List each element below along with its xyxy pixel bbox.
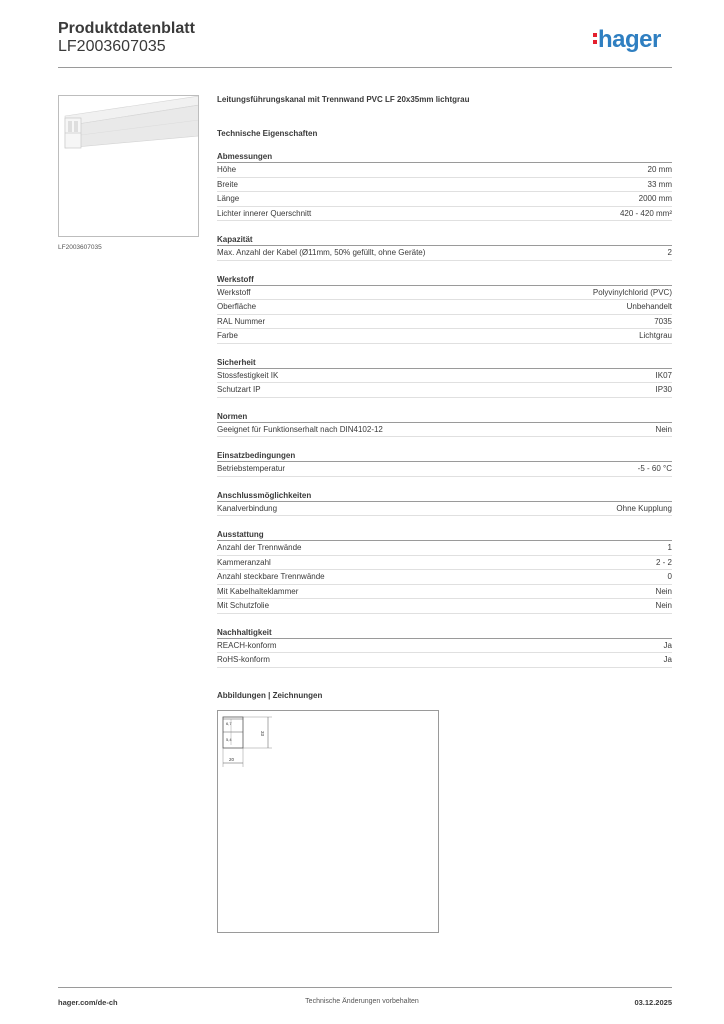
spec-label: Länge bbox=[217, 194, 240, 203]
spec-row bbox=[217, 163, 672, 178]
dim-inner-top-label: 6,7 bbox=[226, 721, 232, 726]
spec-value: 1 bbox=[667, 543, 672, 552]
footer-note: Technische Änderungen vorbehalten bbox=[305, 998, 419, 1005]
spec-label: Breite bbox=[217, 179, 238, 189]
spec-row bbox=[217, 207, 672, 222]
spec-label: REACH-konform bbox=[217, 640, 277, 650]
spec-value: 2 bbox=[667, 248, 672, 257]
spec-label: Max. Anzahl der Kabel (Ø11mm, 50% gefüllt, ohne Geräte) bbox=[217, 248, 426, 257]
cross-section-drawing bbox=[218, 711, 440, 934]
logo-text: hager bbox=[598, 26, 661, 53]
section-title: Einsatzbedingungen bbox=[217, 450, 672, 462]
main-content bbox=[217, 95, 672, 668]
spec-row bbox=[217, 423, 672, 438]
spec-value: Nein bbox=[655, 601, 672, 610]
footer-divider bbox=[58, 987, 672, 988]
section-nachhaltigkeit bbox=[217, 627, 672, 668]
section-title: Werkstoff bbox=[217, 274, 672, 286]
dim-width-label: 20 bbox=[229, 757, 235, 762]
spec-label: Höhe bbox=[217, 165, 237, 174]
figures-heading: Abbildungen | Zeichnungen bbox=[217, 691, 323, 700]
spec-label: Anzahl der Trennwände bbox=[217, 543, 302, 552]
spec-row bbox=[217, 653, 672, 668]
spec-label: Geeignet für Funktionserhalt nach DIN4102-12 bbox=[217, 424, 383, 434]
section-title: Abmessungen bbox=[217, 151, 672, 163]
spec-value: 2000 mm bbox=[638, 194, 672, 203]
spec-value: 0 bbox=[667, 572, 672, 581]
spec-value: Lichtgrau bbox=[639, 331, 672, 340]
spec-row bbox=[217, 178, 672, 193]
spec-label: Mit Schutzfolie bbox=[217, 601, 270, 610]
spec-row bbox=[217, 502, 672, 517]
spec-label: Werkstoff bbox=[217, 287, 251, 297]
properties-heading: Technische Eigenschaften bbox=[217, 129, 318, 138]
spec-value: 2 - 2 bbox=[655, 557, 672, 567]
section-abmessungen bbox=[217, 151, 672, 221]
footer-website-link[interactable]: hager.com/de-ch bbox=[58, 998, 118, 1007]
section-einsatzbedingungen bbox=[217, 450, 672, 477]
section-title: Nachhaltigkeit bbox=[217, 627, 672, 639]
section-anschlussmoeglichkeiten bbox=[217, 490, 672, 517]
spec-value: Ohne Kupplung bbox=[616, 503, 672, 513]
technical-drawing bbox=[217, 710, 439, 933]
section-ausstattung bbox=[217, 529, 672, 614]
product-image bbox=[58, 95, 199, 237]
spec-label: Oberfläche bbox=[217, 302, 257, 311]
spec-value: Nein bbox=[655, 586, 672, 596]
spec-row bbox=[217, 556, 672, 571]
footer-date: 03.12.2025 bbox=[634, 998, 672, 1007]
spec-row bbox=[217, 246, 672, 261]
spec-label: Mit Kabelhalteklammer bbox=[217, 586, 299, 596]
spec-row bbox=[217, 315, 672, 330]
section-title: Kapazität bbox=[217, 234, 672, 246]
spec-row bbox=[217, 192, 672, 207]
spec-label: Schutzart IP bbox=[217, 385, 261, 394]
spec-label: RAL Nummer bbox=[217, 316, 266, 326]
section-sicherheit bbox=[217, 357, 672, 398]
spec-label: Anzahl steckbare Trennwände bbox=[217, 572, 325, 581]
spec-row bbox=[217, 570, 672, 585]
spec-value: IK07 bbox=[655, 370, 672, 380]
section-title: Ausstattung bbox=[217, 529, 672, 541]
spec-value: Unbehandelt bbox=[626, 302, 672, 311]
spec-value: 420 - 420 mm² bbox=[619, 208, 672, 218]
document-title: Produktdatenblatt bbox=[58, 20, 195, 37]
section-title: Anschlussmöglichkeiten bbox=[217, 490, 672, 502]
spec-row bbox=[217, 383, 672, 398]
spec-row bbox=[217, 599, 672, 614]
spec-value: Ja bbox=[663, 640, 672, 650]
section-normen bbox=[217, 411, 672, 438]
spec-row bbox=[217, 541, 672, 556]
header-divider bbox=[58, 67, 672, 68]
spec-value: Ja bbox=[663, 655, 672, 664]
dim-inner-bottom-label: 5,4 bbox=[226, 737, 232, 742]
spec-label: RoHS-konform bbox=[217, 655, 270, 664]
spec-label: Farbe bbox=[217, 331, 238, 340]
section-title: Sicherheit bbox=[217, 357, 672, 369]
spec-row bbox=[217, 585, 672, 600]
spec-value: -5 - 60 °C bbox=[637, 464, 672, 473]
spec-row bbox=[217, 369, 672, 384]
spec-label: Lichter innerer Querschnitt bbox=[217, 208, 312, 218]
dim-height-label: 33 bbox=[260, 731, 265, 737]
spec-label: Stossfestigkeit IK bbox=[217, 370, 279, 380]
section-title: Normen bbox=[217, 411, 672, 423]
product-name: Leitungsführungskanal mit Trennwand PVC LF 20x35mm lichtgrau bbox=[217, 95, 470, 104]
cable-duct-illustration bbox=[59, 96, 199, 237]
spec-row bbox=[217, 329, 672, 344]
image-caption: LF2003607035 bbox=[58, 244, 102, 251]
spec-value: 7035 bbox=[654, 316, 672, 326]
spec-label: Betriebstemperatur bbox=[217, 464, 286, 473]
spec-row bbox=[217, 300, 672, 315]
logo-dots-icon bbox=[593, 30, 597, 47]
spec-label: Kanalverbindung bbox=[217, 503, 278, 513]
spec-value: 20 mm bbox=[647, 165, 672, 174]
spec-row bbox=[217, 286, 672, 301]
article-number: LF2003607035 bbox=[58, 38, 166, 55]
spec-value: IP30 bbox=[655, 385, 672, 394]
section-kapazitaet bbox=[217, 234, 672, 261]
spec-value: Nein bbox=[655, 424, 672, 434]
hager-logo[interactable] bbox=[593, 28, 661, 52]
spec-row bbox=[217, 639, 672, 654]
section-werkstoff bbox=[217, 274, 672, 344]
spec-row bbox=[217, 462, 672, 477]
spec-value: 33 mm bbox=[647, 179, 672, 189]
spec-value: Polyvinylchlorid (PVC) bbox=[592, 287, 672, 297]
spec-label: Kammeranzahl bbox=[217, 557, 271, 567]
